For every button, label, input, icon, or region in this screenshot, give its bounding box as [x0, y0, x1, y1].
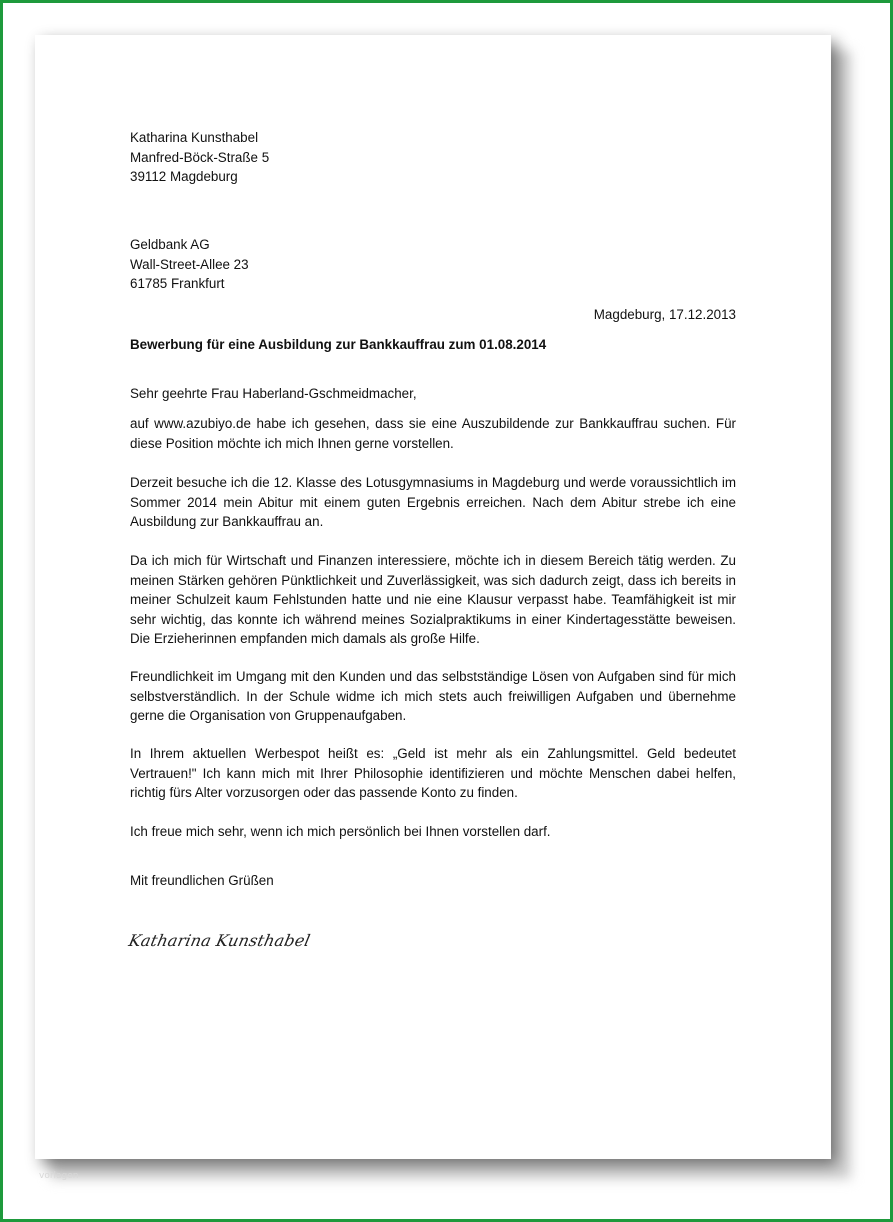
sender-name: Katharina Kunsthabel	[130, 130, 259, 145]
body-paragraph: Da ich mich für Wirtschaft und Finanzen interessiere, möchte ich in diesem Bereich tätig werden. Zu meinen Stärken gehören Pünktlichkeit und Zuverlässigkeit, was sich dadurch zeigt, dass ich bereits in meiner Schulzeit kaum Fehlstunden hatte und nie eine Klausur verpasst habe. Teamfähigkeit ist mir sehr wichtig, das konnte ich während meines Sozialpraktikums in einer Kindertagesstätte beweisen. Die Erzieherinnen empfanden mich damals als große Hilfe.	[130, 553, 736, 646]
handwritten-signature: Katharina Kunsthabel	[126, 931, 313, 950]
body-paragraph: auf www.azubiyo.de habe ich gesehen, dass sie eine Auszubildende zur Bankkauffrau suchen. Für diese Position möchte ich mich Ihnen gerne vorstellen.	[130, 416, 736, 451]
body-paragraph: Freundlichkeit im Umgang mit den Kunden und das selbstständige Lösen von Aufgaben sind für mich selbstverständlich. In der Schule widme ich mich stets auch freiwilligen Aufgaben und übernehme gerne die Organisation von Gruppenaufgaben.	[130, 669, 736, 723]
body-paragraph: Derzeit besuche ich die 12. Klasse des Lotusgymnasiums in Magdeburg und werde voraussichtlich im Sommer 2014 mein Abitur mit einem guten Ergebnis erreichen. Nach dem Abitur strebe ich eine Ausbildung zur Bankkauffrau an.	[130, 475, 736, 529]
sender-city: 39112 Magdeburg	[130, 169, 238, 184]
body-paragraph: In Ihrem aktuellen Werbespot heißt es: „Geld ist mehr als ein Zahlungsmittel. Geld bedeutet Vertrauen!" Ich kann mich mit Ihrer Philosophie identifizieren und möchte Menschen dabei helfen, richtig fürs Alter vorzusorgen oder das passende Konto zu finden.	[130, 746, 736, 800]
recipient-street: Wall-Street-Allee 23	[130, 256, 249, 272]
sender-street: Manfred-Böck-Straße 5	[130, 149, 270, 165]
sender-address	[130, 128, 736, 187]
recipient-name: Geldbank AG	[130, 237, 210, 252]
recipient-address	[130, 235, 736, 294]
letter-closing: Mit freundlichen Grüßen	[130, 873, 274, 888]
recipient-city: 61785 Frankfurt	[130, 276, 225, 291]
letter-salutation: Sehr geehrte Frau Haberland-Gschmeidmacher,	[130, 386, 417, 401]
letter-page	[35, 35, 831, 1159]
watermark-text: vorlagen	[39, 1171, 79, 1181]
body-paragraph: Ich freue mich sehr, wenn ich mich persönlich bei Ihnen vorstellen darf.	[130, 824, 551, 839]
letter-date: Magdeburg, 17.12.2013	[593, 307, 736, 322]
letter-subject: Bewerbung für eine Ausbildung zur Bankkauffrau zum 01.08.2014	[130, 337, 547, 352]
